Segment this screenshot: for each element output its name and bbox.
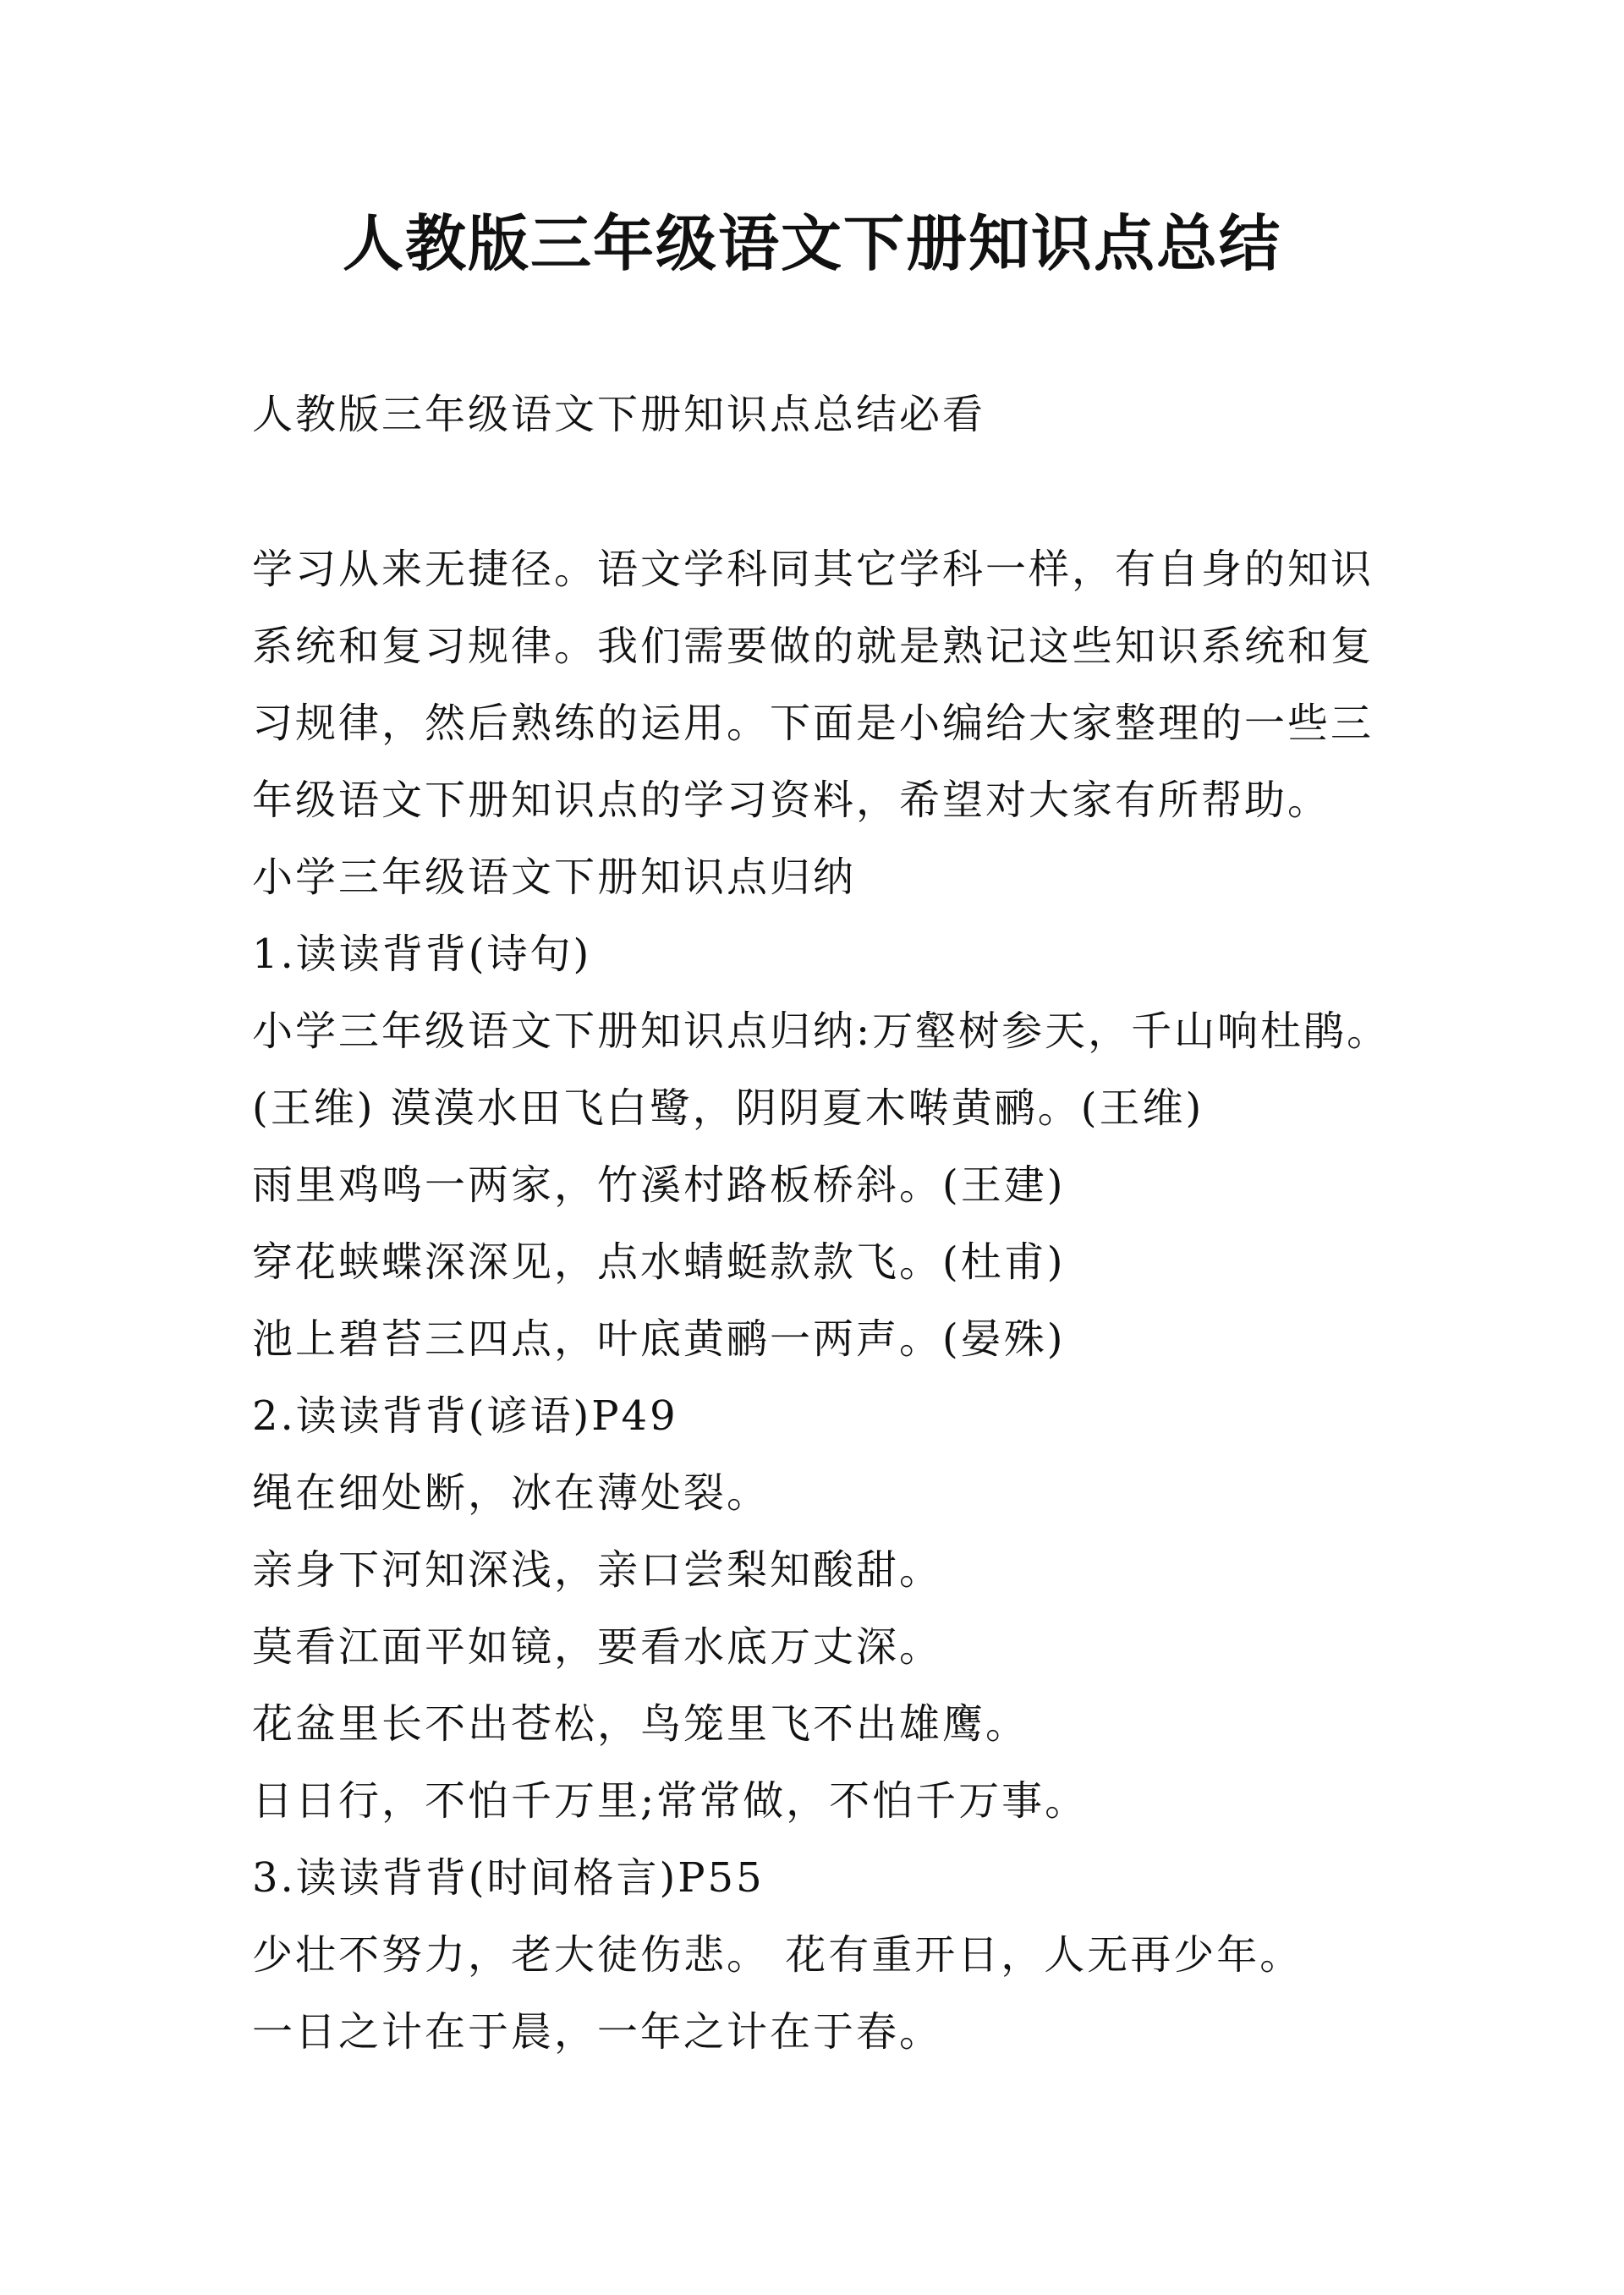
item-heading-2: 2.读读背背(谚语)P49 xyxy=(252,1392,678,1440)
maxim-line-1: 少壮不努力，老大徒伤悲。 花有重开日，人无再少年。 xyxy=(252,1931,1303,1979)
poem-line-4: 穿花蛱蝶深深见，点水蜻蜓款款飞。(杜甫) xyxy=(252,1238,1066,1286)
proverb-line-2: 亲身下河知深浅，亲口尝梨知酸甜。 xyxy=(252,1546,943,1594)
section-heading: 小学三年级语文下册知识点归纳 xyxy=(252,854,857,901)
document-title: 人教版三年级语文下册知识点总结 xyxy=(342,207,1281,279)
maxim-line-2: 一日之计在于晨，一年之计在于春。 xyxy=(252,2008,943,2056)
intro-line-1: 学习从来无捷径。语文学科同其它学科一样，有自身的知识 xyxy=(252,546,1374,593)
poem-line-3: 雨里鸡鸣一两家，竹溪村路板桥斜。(王建) xyxy=(252,1161,1066,1209)
intro-line-2: 系统和复习规律。我们需要做的就是熟记这些知识系统和复 xyxy=(252,623,1374,670)
proverb-line-3: 莫看江面平如镜，要看水底万丈深。 xyxy=(252,1623,943,1671)
proverb-line-1: 绳在细处断，冰在薄处裂。 xyxy=(252,1469,771,1517)
poem-line-1: 小学三年级语文下册知识点归纳:万壑树参天，千山响杜鹃。 xyxy=(252,1007,1391,1055)
proverb-line-5: 日日行，不怕千万里;常常做，不怕千万事。 xyxy=(252,1777,1089,1825)
item-heading-1: 1.读读背背(诗句) xyxy=(252,931,592,978)
item-heading-3: 3.读读背背(时间格言)P55 xyxy=(252,1854,765,1902)
document-subtitle: 人教版三年级语文下册知识点总结必看 xyxy=(252,391,986,438)
proverb-line-4: 花盆里长不出苍松，鸟笼里飞不出雄鹰。 xyxy=(252,1700,1029,1748)
intro-line-4: 年级语文下册知识点的学习资料，希望对大家有所帮助。 xyxy=(252,777,1331,824)
poem-line-5: 池上碧苔三四点，叶底黄鹂一两声。(晏殊) xyxy=(252,1315,1066,1363)
intro-line-3: 习规律，然后熟练的运用。下面是小编给大家整理的一些三 xyxy=(252,700,1374,747)
poem-line-2: (王维) 漠漠水田飞白鹭，阴阴夏木啭黄鹂。(王维) xyxy=(252,1084,1204,1132)
document-body xyxy=(252,531,1402,2071)
